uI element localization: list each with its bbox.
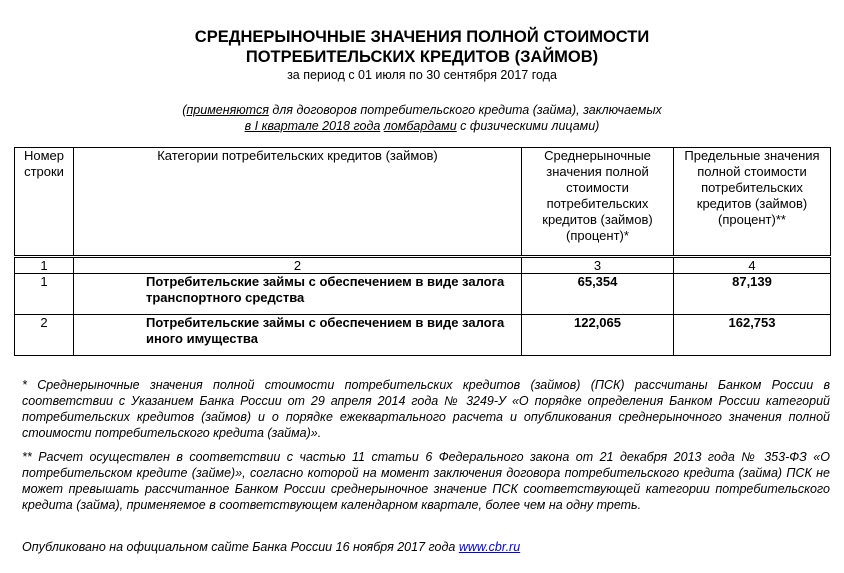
psk-table: [14, 147, 831, 356]
note-pawnshops: ломбардами: [383, 119, 457, 133]
column-number: 1: [15, 257, 74, 274]
page-title-line1: СРЕДНЕРЫНОЧНЫЕ ЗНАЧЕНИЯ ПОЛНОЙ СТОИМОСТИ: [194, 28, 650, 46]
column-number: 2: [74, 257, 522, 274]
note-quarter: в I квартале 2018 года: [244, 119, 381, 133]
footnote-2: ** Расчет осуществлен в соответствии с частью 11 статьи 6 Федерального закона от 21 декабря 2013 года № 353-ФЗ «О потребительском кредите (займе)», согласно которой на момент заключения договора потребительского кредита (займа) ПСК не может превышать рассчитанное Банком России среднерыночное значение ПСК соответствующей категории потребительского кредита (займа), применяемое в соответствующем календарном квартале, более чем на одну треть.: [22, 450, 830, 512]
table-row: [15, 315, 831, 356]
applicability-note-line1: [0, 102, 844, 118]
column-number-row: [15, 257, 831, 274]
footnote-1: * Среднерыночные значения полной стоимости потребительских кредитов (займов) (ПСК) рассчитаны Банком России в соответствии с Указанием Банка России от 29 апреля 2014 года № 3249-У «О порядке определения Банком России категорий потребительских кредитов (займов) и о порядке ежеквартального расчета и опубликования среднерыночного значения полной стоимости потребительского кредита (займа)».: [22, 378, 830, 440]
header-category: Категории потребительских кредитов (займов): [74, 148, 522, 257]
note-line2-rest: с физическими лицами): [456, 119, 600, 133]
header-average-value: Среднерыночные значения полной стоимости потребительских кредитов (займов) (процент)*: [522, 148, 674, 257]
row-limit-value: 87,139: [674, 274, 831, 315]
header-row-number: Номер строки: [15, 148, 74, 257]
note-line1-rest: для договоров потребительского кредита (займа), заключаемых: [268, 103, 662, 117]
table-row: [15, 274, 831, 315]
publication-note: [22, 539, 830, 555]
row-category: Потребительские займы с обеспечением в виде залога иного имущества: [74, 315, 522, 356]
column-number: 4: [674, 257, 831, 274]
row-average-value: 122,065: [522, 315, 674, 356]
row-category: Потребительские займы с обеспечением в виде залога транспортного средства: [74, 274, 522, 315]
row-number: 1: [15, 274, 74, 315]
note-open-paren: (: [182, 103, 187, 117]
page-title-line2: ПОТРЕБИТЕЛЬСКИХ КРЕДИТОВ (ЗАЙМОВ): [245, 48, 599, 66]
period-subtitle: за период с 01 июля по 30 сентября 2017 года: [287, 68, 557, 82]
note-word-apply: применяются: [186, 103, 269, 117]
cbr-website-link[interactable]: www.cbr.ru: [458, 540, 521, 554]
header-limit-value: Предельные значения полной стоимости потребительских кредитов (займов) (процент)**: [674, 148, 831, 257]
row-limit-value: 162,753: [674, 315, 831, 356]
applicability-note-line2: [0, 118, 844, 134]
row-number: 2: [15, 315, 74, 356]
row-average-value: 65,354: [522, 274, 674, 315]
table-header-row: [15, 148, 831, 257]
publication-text: Опубликовано на официальном сайте Банка России 16 ноября 2017 года: [22, 540, 459, 554]
column-number: 3: [522, 257, 674, 274]
